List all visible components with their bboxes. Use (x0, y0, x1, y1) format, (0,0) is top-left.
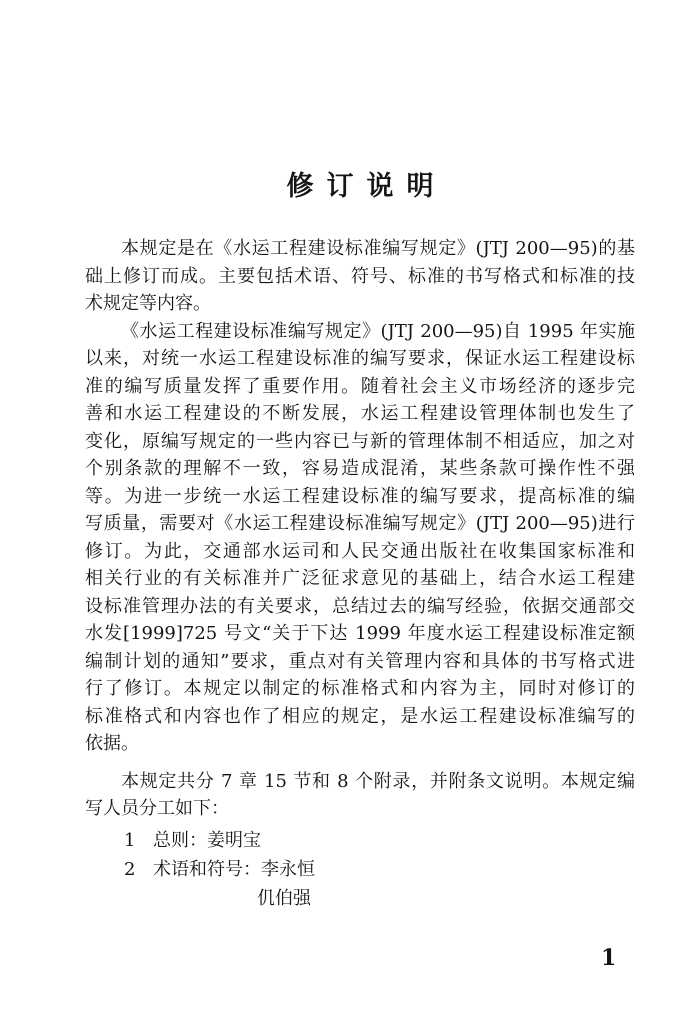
staff-name-continuation: 仉伯强 (257, 887, 311, 909)
staff-number: 1 (124, 829, 136, 851)
paragraph-line: 标准格式和内容也作了相应的规定，是水运工程建设标准编写的 (85, 705, 635, 727)
staff-list (85, 826, 635, 913)
paragraph-line: 设标准管理办法的有关要求，总结过去的编写经验，依据交通部交 (85, 595, 635, 617)
paragraph-line: 变化，原编写规定的一些内容已与新的管理体制不相适应，加之对 (85, 430, 635, 452)
paragraph-line: 等。为进一步统一水运工程建设标准的编写要求，提高标准的编 (85, 485, 635, 507)
paragraph-line: 本规定共分 7 章 15 节和 8 个附录，并附条文说明。本规定编 (121, 770, 635, 792)
paragraph-line: 准的编写质量发挥了重要作用。随着社会主义市场经济的逐步完 (85, 375, 635, 397)
staff-item (85, 855, 635, 884)
paragraph-intro (85, 235, 635, 318)
paragraph-line: 编制计划的通知”要求，重点对有关管理内容和具体的书写格式进 (85, 650, 635, 672)
paragraph-structure (85, 768, 635, 823)
paragraph-line: 善和水运工程建设的不断发展，水运工程建设管理体制也发生了 (85, 403, 635, 424)
paragraph-line: 修订。为此，交通部水运司和人民交通出版社在收集国家标准和 (85, 540, 635, 562)
staff-assignment: 术语和符号：李永恒 (153, 858, 315, 880)
paragraph-line: 本规定是在《水运工程建设标准编写规定》(JTJ 200—95)的基 (121, 238, 635, 259)
staff-number: 2 (124, 858, 136, 880)
page-title: 修订说明 (286, 171, 447, 202)
paragraph-line: 础上修订而成。主要包括术语、符号、标准的书写格式和标准的技 (85, 265, 635, 287)
paragraph-line: 行了修订。本规定以制定的标准格式和内容为主，同时对修订的 (85, 678, 635, 699)
paragraph-line: 水发[1999]725 号文“关于下达 1999 年度水运工程建设标准定额 (85, 623, 635, 644)
paragraph-line: 术规定等内容。 (85, 293, 211, 314)
paragraph-line: 个别条款的理解不一致，容易造成混淆，某些条款可操作性不强 (85, 458, 635, 479)
paragraph-line: 《水运工程建设标准编写规定》(JTJ 200—95)自 1995 年实施 (121, 320, 635, 342)
paragraph-line: 依据。 (85, 733, 139, 754)
page-number: 1 (601, 945, 617, 971)
paragraph-line: 写质量，需要对《水运工程建设标准编写规定》(JTJ 200—95)进行 (85, 513, 635, 534)
staff-assignment: 总则：姜明宝 (153, 829, 261, 851)
paragraph-background (85, 318, 635, 758)
staff-item-continuation (85, 884, 635, 913)
staff-item (85, 826, 635, 855)
body-text (85, 235, 635, 913)
paragraph-line: 相关行业的有关标准并广泛征求意见的基础上，结合水运工程建 (85, 568, 635, 589)
paragraph-line: 以来，对统一水运工程建设标准的编写要求，保证水运工程建设标 (85, 348, 635, 369)
paragraph-line: 写人员分工如下： (85, 798, 229, 819)
